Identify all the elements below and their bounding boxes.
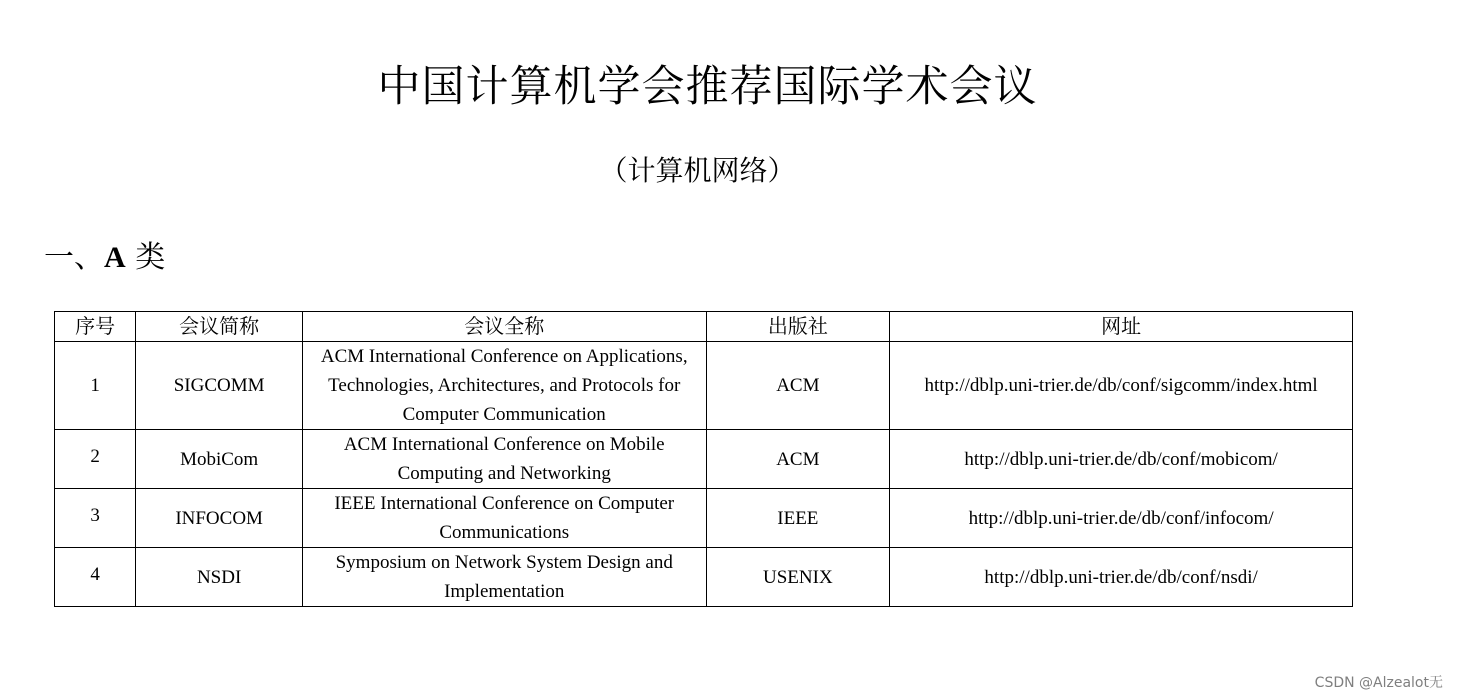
cell-full-name: Symposium on Network System Design and Implementation [302,548,706,607]
section-letter: A [104,241,126,274]
section-prefix: 一、 [44,240,104,275]
table-row [55,489,1353,548]
cell-url: http://dblp.uni-trier.de/db/conf/nsdi/ [890,548,1353,607]
conference-table [54,311,1353,607]
cell-publisher: ACM [706,430,890,489]
cell-number: 3 [55,489,136,548]
cell-url: http://dblp.uni-trier.de/db/conf/sigcomm/index.html [890,342,1353,430]
header-publisher: 出版社 [706,312,890,342]
cell-short-name: MobiCom [136,430,303,489]
cell-publisher: USENIX [706,548,890,607]
table-row [55,548,1353,607]
page-subtitle: （计算机网络） [599,154,796,187]
section-heading [44,236,165,280]
cell-number: 4 [55,548,136,607]
cell-full-name: ACM International Conference on Mobile Computing and Networking [302,430,706,489]
cell-url: http://dblp.uni-trier.de/db/conf/mobicom/ [890,430,1353,489]
table-row [55,342,1353,430]
cell-full-name: ACM International Conference on Applications, Technologies, Architectures, and Protocols for Computer Communication [302,342,706,430]
cell-publisher: ACM [706,342,890,430]
table-header-row [55,312,1353,342]
cell-full-name: IEEE International Conference on Computer Communications [302,489,706,548]
section-suffix: 类 [125,240,166,275]
cell-url: http://dblp.uni-trier.de/db/conf/infocom/ [890,489,1353,548]
watermark: CSDN @Alzealot无 [1314,675,1443,691]
cell-publisher: IEEE [706,489,890,548]
header-url: 网址 [890,312,1353,342]
cell-number: 2 [55,430,136,489]
cell-number: 1 [55,342,136,430]
header-full-name: 会议全称 [302,312,706,342]
header-short-name: 会议简称 [136,312,303,342]
table-row [55,430,1353,489]
header-number: 序号 [55,312,136,342]
cell-short-name: INFOCOM [136,489,303,548]
cell-short-name: NSDI [136,548,303,607]
cell-short-name: SIGCOMM [136,342,303,430]
page-title: 中国计算机学会推荐国际学术会议 [377,62,1038,112]
